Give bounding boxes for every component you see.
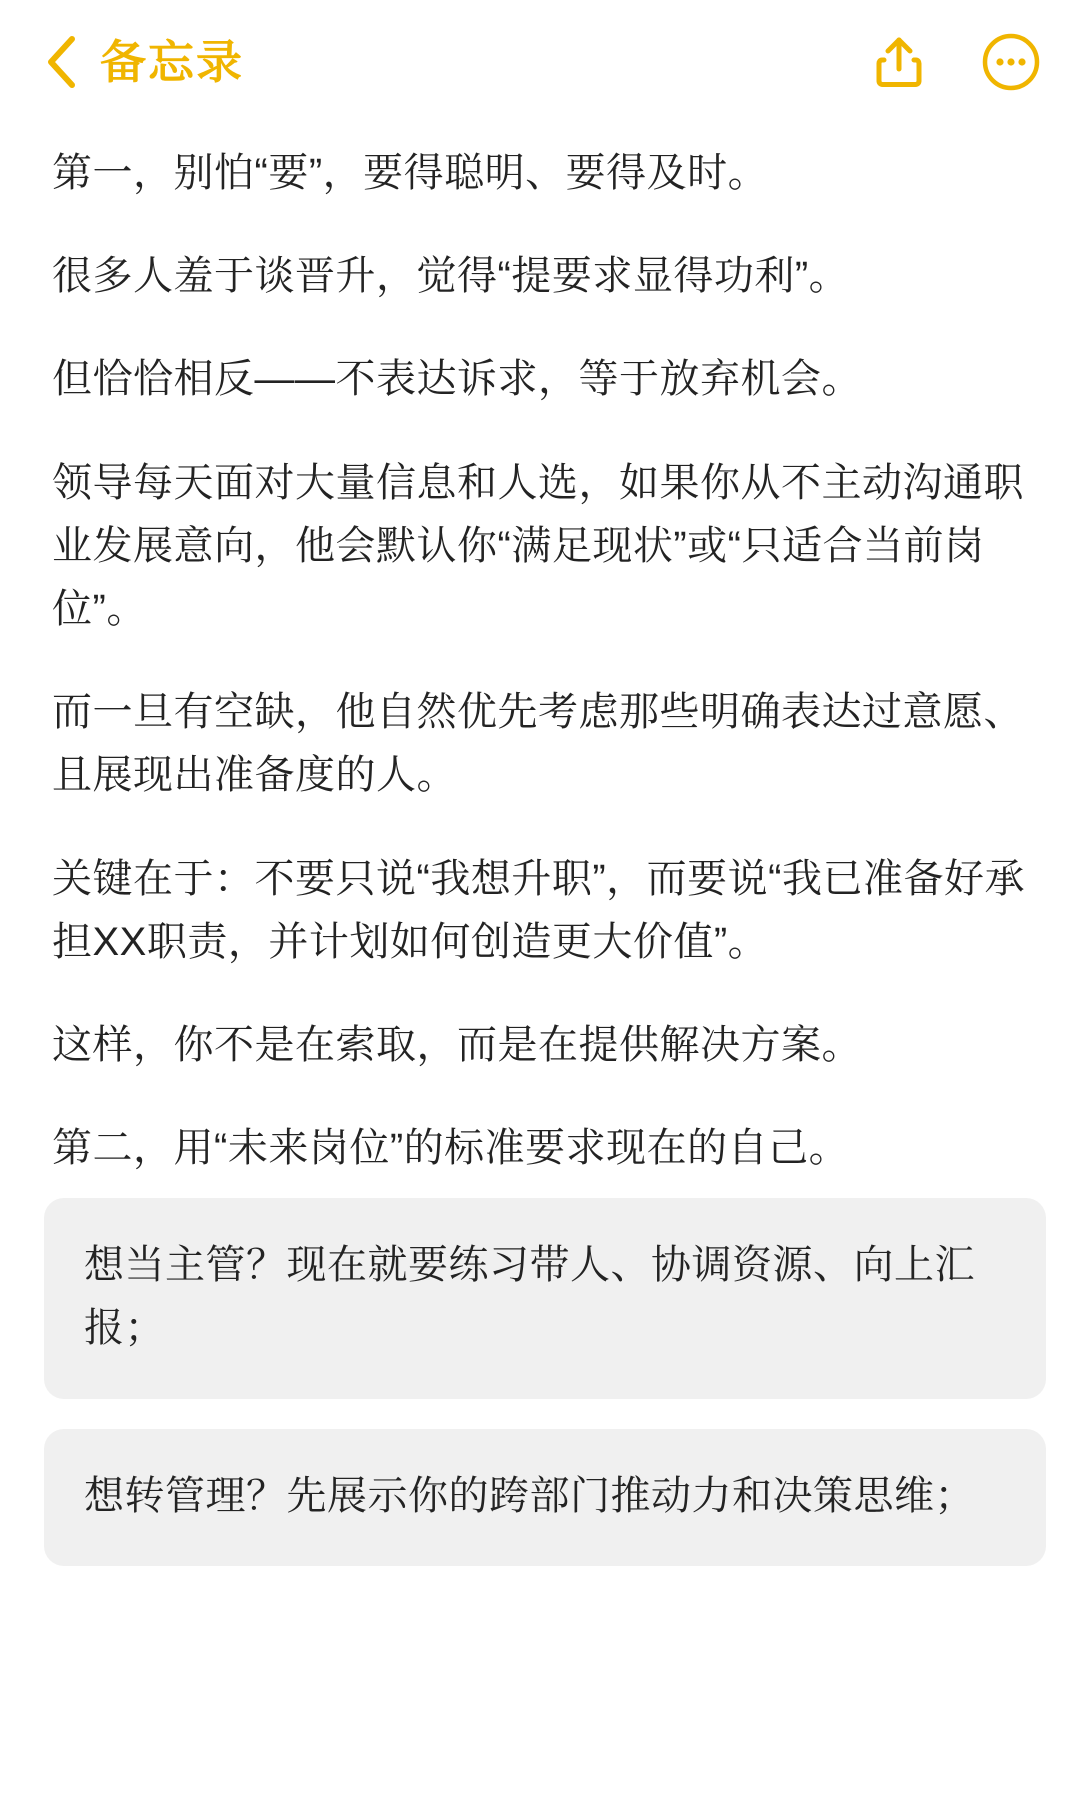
note-paragraph: 领导每天面对大量信息和人选，如果你从不主动沟通职业发展意向，他会默认你“满足现状”或“只适合当前岗位”。 [52, 460, 1024, 631]
note-cards [0, 1180, 1080, 1566]
note-card-text: 想当主管？现在就要练习带人、协调资源、向上汇报； [84, 1243, 975, 1351]
note-paragraph: 第二，用“未来岗位”的标准要求现在的自己。 [52, 1126, 850, 1171]
note-paragraph: 很多人羞于谈晋升，觉得“提要求显得功利”。 [52, 254, 850, 299]
note-card [44, 1198, 1046, 1398]
app-header [0, 0, 1080, 124]
page-title: 备忘录 [100, 36, 244, 88]
note-card-text: 想转管理？先展示你的跨部门推动力和决策思维； [84, 1473, 975, 1518]
note-paragraph: 而一旦有空缺，他自然优先考虑那些明确表达过意愿、且展现出准备度的人。 [52, 690, 1024, 798]
share-upload-icon[interactable] [870, 33, 928, 91]
note-paragraph: 关键在于：不要只说“我想升职”，而要说“我已准备好承担XX职责，并计划如何创造更大价值”。 [52, 856, 1025, 964]
note-body [0, 124, 1080, 1180]
note-paragraph: 第一，别怕“要”，要得聪明、要得及时。 [52, 151, 769, 195]
chevron-left-icon[interactable] [44, 35, 78, 89]
note-card [44, 1429, 1046, 1566]
header-actions [870, 33, 1040, 91]
note-paragraph: 这样，你不是在索取，而是在提供解决方案。 [52, 1022, 862, 1067]
more-ellipsis-icon[interactable] [982, 33, 1040, 91]
note-paragraph: 但恰恰相反——不表达诉求，等于放弃机会。 [52, 357, 862, 402]
back-navigation[interactable] [44, 35, 870, 89]
